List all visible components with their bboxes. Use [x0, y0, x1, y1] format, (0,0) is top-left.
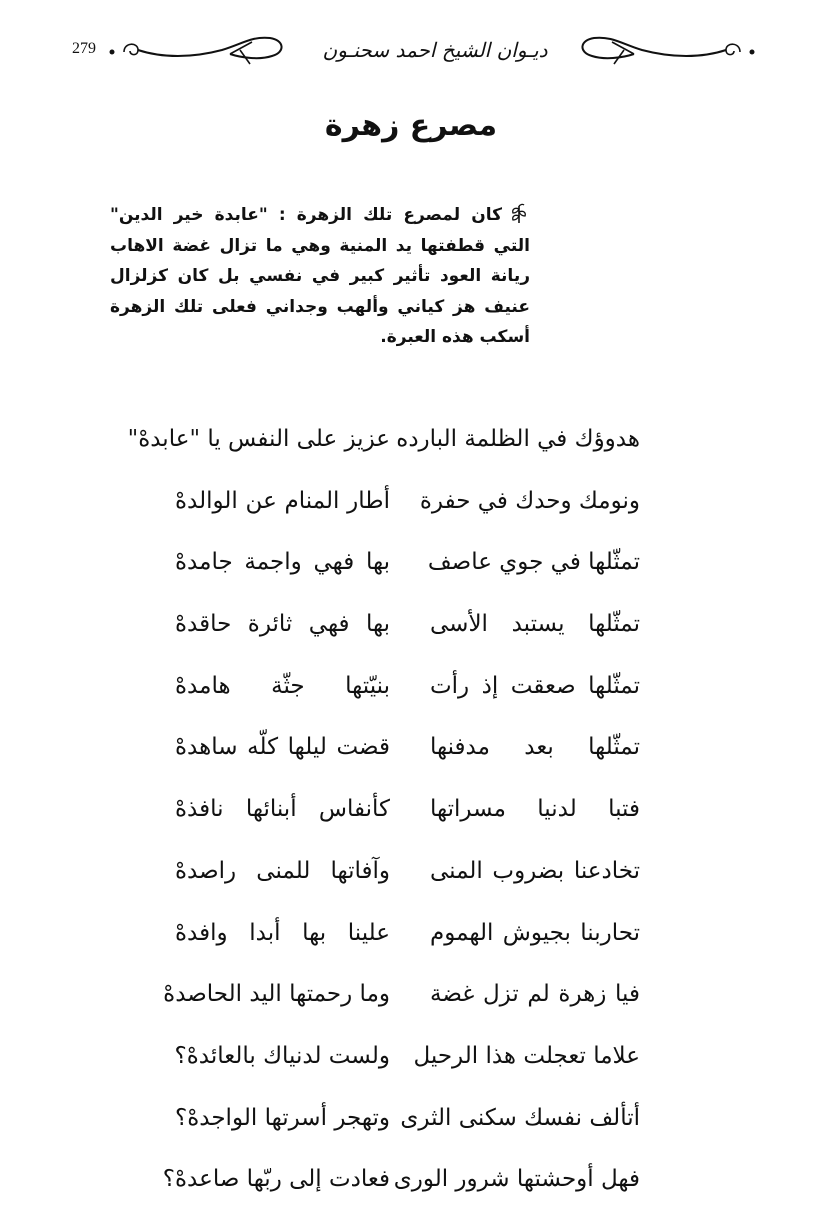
page-header — [0, 18, 822, 78]
verse-line — [140, 1095, 660, 1157]
verse-second-hemistich: وآفاتها للمنى راصدهْ — [175, 857, 390, 884]
verse-second-hemistich: علينا بها أبدا وافدهْ — [175, 919, 390, 946]
verse-second-hemistich: فعادت إلى ربّها صاعدهْ؟ — [162, 1166, 390, 1193]
poem-title: مصرع زهرة — [324, 108, 498, 143]
verse-first-hemistich: تخادعنا بضروب المنى — [430, 857, 640, 884]
verse-second-hemistich: بنيّتها جثّة هامدهْ — [175, 672, 390, 699]
verse-line — [140, 601, 660, 663]
verse-line — [127, 416, 660, 478]
verse-second-hemistich: عزيز على النفس يا "عابدهْ" — [127, 426, 390, 452]
verse-line — [140, 786, 660, 848]
verse-first-hemistich: أتألف نفسك سكنى الثرى — [400, 1104, 640, 1131]
verse-first-hemistich: فيا زهرة لم تزل غضة — [430, 981, 640, 1008]
verse-line — [140, 539, 660, 601]
intro-paragraph — [110, 200, 530, 353]
verse-line — [140, 724, 660, 786]
intro-text: كان لمصرع تلك الزهرة : "عابدة خير الدين" التي قطفتها يد المنية وهي ما تزال غضة الاهاب ريانة العود تأثير كبير في نفسي بل كان كزلزال عنيف هز كياني وألهب وجداني فعلى تلك الزهرة أسكب هذه العبرة. — [110, 205, 530, 347]
verse-line — [140, 971, 660, 1033]
verse-second-hemistich: ولست لدنياك بالعائدهْ؟ — [174, 1042, 390, 1069]
verse-first-hemistich: تحاربنا بجيوش الهموم — [430, 919, 640, 946]
running-title: ديـوان الشيخ احمد سحنـون — [322, 38, 548, 62]
verse-first-hemistich: تمثّلها يستبد الأسى — [430, 611, 640, 638]
verse-line — [140, 1156, 660, 1218]
verse-first-hemistich: تمثّلها في جوي عاصف — [427, 549, 640, 576]
verse-second-hemistich: كأنفاس أبنائها نافذهْ — [175, 796, 390, 823]
verse-first-hemistich: فتبا لدنيا مسراتها — [430, 796, 640, 823]
verse-line — [140, 910, 660, 972]
verse-line — [140, 663, 660, 725]
poem-verses — [127, 416, 660, 1218]
verse-first-hemistich: تمثّلها بعد مدفنها — [430, 734, 640, 761]
verse-first-hemistich: فهل أوحشتها شرور الورى — [393, 1166, 640, 1193]
flourish-ornament-icon — [572, 28, 762, 72]
verse-second-hemistich: بها فهي واجمة جامدهْ — [175, 549, 390, 576]
verse-second-hemistich: أطار المنام عن الوالدهْ — [175, 487, 390, 514]
verse-second-hemistich: بها فهي ثائرة حاقدهْ — [175, 611, 390, 638]
leaf-sprig-icon — [508, 202, 530, 224]
verse-first-hemistich: هدوؤك في الظلمة البارده — [396, 426, 640, 452]
verse-line — [140, 848, 660, 910]
flourish-ornament-icon — [102, 28, 292, 72]
verse-second-hemistich: وتهجر أسرتها الواجدهْ؟ — [175, 1104, 390, 1131]
verse-first-hemistich: تمثّلها صعقت إذ رأت — [430, 672, 640, 699]
verse-second-hemistich: وما رحمتها اليد الحاصدهْ — [163, 981, 390, 1008]
verse-first-hemistich: علاما تعجلت هذا الرحيل — [413, 1042, 640, 1069]
verse-line — [140, 478, 660, 540]
page-number: 279 — [72, 40, 96, 57]
verse-second-hemistich: قضت ليلها كلّه ساهدهْ — [175, 734, 390, 761]
verse-line — [140, 1033, 660, 1095]
verse-first-hemistich: ونومك وحدك في حفرة — [419, 487, 640, 514]
